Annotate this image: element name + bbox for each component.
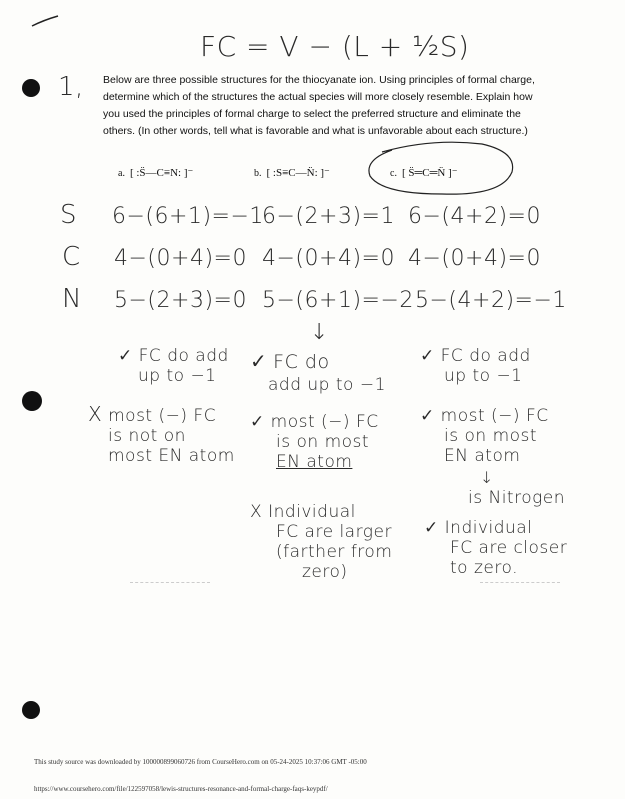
note-b-3: [250, 502, 392, 582]
note-line: FC do: [273, 351, 330, 373]
check-icon: ✓: [420, 346, 435, 366]
structure-a: [118, 166, 193, 179]
x-mark-icon: X: [250, 502, 263, 522]
structure-label: c.: [390, 168, 397, 179]
check-icon: ✓: [424, 518, 439, 538]
calc-c-b: 4−(0+4)=0: [262, 246, 395, 271]
note-line: most (−) FC: [270, 412, 379, 432]
note-line: is on most: [276, 432, 370, 452]
check-icon: ✓: [250, 412, 265, 432]
note-line: FC do add: [138, 346, 229, 366]
note-line: most (−) FC: [108, 406, 217, 426]
note-line: EN atom: [444, 446, 521, 466]
note-c-1: [420, 346, 531, 386]
structure-formula: [ S̈═C═N̈ ]⁻: [401, 167, 458, 179]
hole-punch-top: [22, 79, 40, 97]
check-icon: ✓: [250, 349, 268, 373]
structure-formula: [ :S̈—C≡N: ]⁻: [129, 167, 194, 179]
check-icon: ✓: [118, 346, 133, 366]
calc-s-a: 6−(6+1)=−1: [112, 204, 264, 229]
note-b-1: [250, 350, 386, 396]
question-line: Below are three possible structures for the thiocyanate ion. Using principles of formal charge,: [103, 74, 535, 86]
note-c-3: is Nitrogen: [468, 488, 566, 508]
atom-label-n: N: [62, 284, 82, 314]
calc-n-c: 5−(4+2)=−1: [415, 288, 567, 313]
note-line: Individual: [268, 502, 356, 522]
structure-formula: [ :S≡C—N̈: ]⁻: [266, 167, 330, 179]
note-line: Individual: [444, 518, 533, 538]
calc-c-a: 4−(0+4)=0: [114, 246, 247, 271]
calc-c-c: 4−(0+4)=0: [408, 246, 541, 271]
calc-s-c: 6−(4+2)=0: [408, 204, 541, 229]
note-line: zero): [302, 562, 348, 582]
note-line: up to −1: [138, 366, 217, 386]
hole-punch-middle: [22, 391, 42, 411]
down-arrow-icon: ↓: [310, 320, 329, 345]
note-c-2: [420, 406, 549, 466]
calc-n-a: 5−(2+3)=0: [114, 288, 247, 313]
structure-label: b.: [254, 168, 262, 179]
calc-s-b: 6−(2+3)=1: [262, 204, 395, 229]
note-line: FC do add: [440, 346, 531, 366]
note-line: is on most: [444, 426, 538, 446]
note-line: FC are closer: [450, 538, 568, 558]
scan-artifact-line: [480, 582, 560, 583]
atom-label-s: S: [60, 200, 78, 230]
note-line: FC are larger: [276, 522, 392, 542]
question-line: others. (In other words, tell what is favorable and what is unfavorable about each structure.): [103, 125, 528, 137]
hole-punch-bottom: [22, 701, 40, 719]
note-line: add up to −1: [268, 375, 386, 395]
formal-charge-formula: FC = V − (L + ½S): [200, 30, 470, 63]
note-a-2: [88, 404, 235, 466]
scan-artifact-line: [130, 582, 210, 583]
question-line: determine which of the structures the actual species will more closely resemble. Explain how: [103, 91, 533, 103]
question-text: [103, 72, 573, 140]
footer-url[interactable]: https://www.coursehero.com/file/122597058/lewis-structures-resonance-and-formal-charge-faqs-keypdf/: [34, 785, 328, 793]
note-b-2: [250, 412, 379, 472]
atom-label-c: C: [62, 242, 81, 272]
note-line: (farther from: [276, 542, 393, 562]
circle-around-structure-c: [362, 138, 522, 200]
x-mark-icon: X: [88, 402, 103, 426]
note-a-1: [118, 346, 229, 386]
note-line: EN atom: [276, 452, 353, 472]
note-line: most (−) FC: [440, 406, 549, 426]
note-line: most EN atom: [108, 446, 235, 466]
pen-stroke-mark: [30, 12, 60, 32]
calc-n-b: 5−(6+1)=−2: [262, 288, 414, 313]
note-line: up to −1: [444, 366, 523, 386]
check-icon: ✓: [420, 406, 435, 426]
down-arrow-icon: ↓: [480, 468, 494, 487]
structure-label: a.: [118, 168, 125, 179]
footer-source: This study source was downloaded by 100000899060726 from CourseHero.com on 05-24-2025 10:37:06 GMT -05:00: [34, 758, 367, 766]
note-c-4: [424, 518, 567, 578]
note-line: to zero.: [450, 558, 518, 578]
note-line: is not on: [108, 426, 186, 446]
structure-b: [254, 166, 330, 179]
question-line: you used the principles of formal charge to select the preferred structure and eliminate the: [103, 108, 521, 120]
question-number: 1,: [58, 72, 84, 102]
